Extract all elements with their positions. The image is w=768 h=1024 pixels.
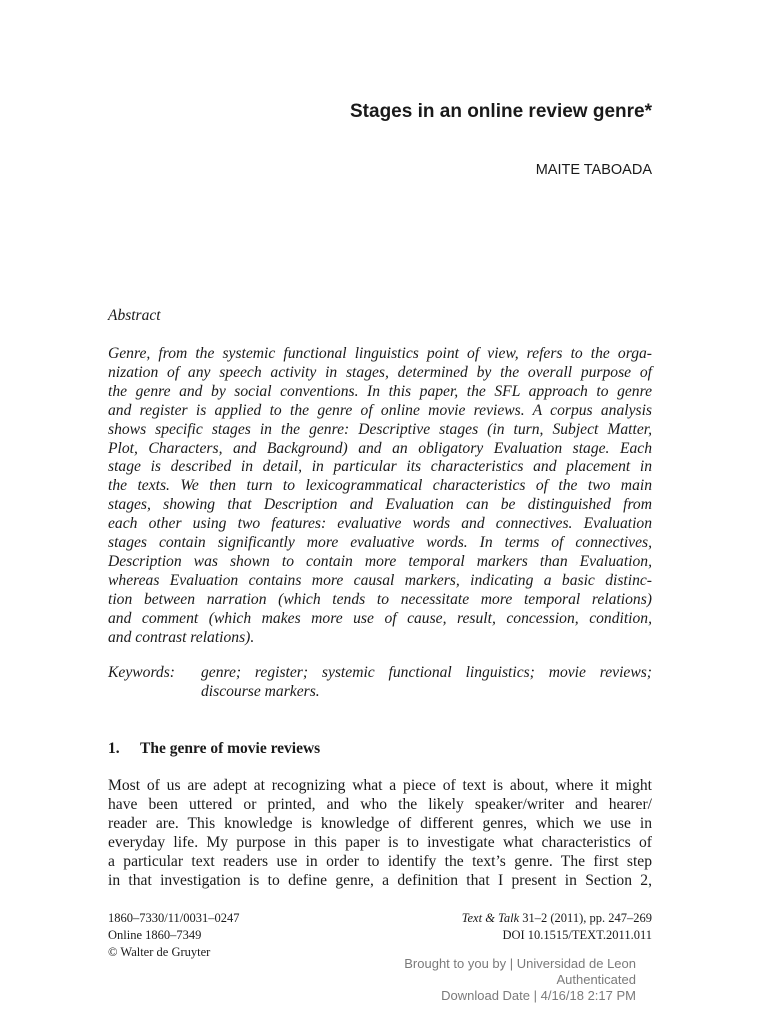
abstract-line: the genre and by social conventions. In this paper, the SFL approach to genre — [108, 382, 652, 400]
abstract-heading: Abstract — [108, 307, 161, 324]
download-date: Download Date | 4/16/18 2:17 PM — [441, 988, 636, 1003]
journal-name: Text & Talk — [461, 911, 520, 925]
keywords-list — [201, 663, 652, 701]
copyright: © Walter de Gruyter — [108, 945, 211, 959]
download-notice — [404, 956, 636, 1004]
issn: 1860–7330/11/0031–0247 — [108, 911, 240, 925]
citation — [462, 910, 652, 927]
footer-issn-block — [108, 910, 239, 961]
keywords-line: discourse markers. — [201, 683, 320, 700]
abstract-line: stages, showing that Description and Evaluation can be distinguished from — [108, 496, 652, 514]
body-line: have been uttered or printed, and who the likely speaker/writer and hearer/ — [108, 796, 652, 813]
abstract-line: Description was shown to contain more temporal markers than Evaluation, — [108, 552, 652, 570]
download-source: Brought to you by | Universidad de Leon — [404, 956, 636, 971]
abstract-line: each other using two features: evaluative words and connectives. Evaluation — [108, 515, 652, 533]
abstract-line: Plot, Characters, and Background) and an obligatory Evaluation stage. Each — [108, 439, 652, 457]
paper-title: Stages in an online review genre* — [350, 101, 652, 122]
abstract-line: nization of any speech activity in stages, determined by the overall purpose of — [108, 363, 652, 381]
author-name: MAITE TABOADA — [535, 162, 652, 178]
abstract-line: whereas Evaluation contains more causal markers, indicating a basic distinc- — [108, 571, 652, 589]
abstract-line: shows specific stages in the genre: Descriptive stages (in turn, Subject Matter, — [108, 420, 652, 438]
abstract-line: and comment (which makes more use of cause, result, concession, condition, — [108, 609, 652, 627]
abstract-line: the texts. We then turn to lexicogrammatical characteristics of the two main — [108, 477, 652, 495]
abstract-line: stage is described in detail, in particular its characteristics and placement in — [108, 458, 652, 476]
abstract-line: tion between narration (which tends to necessitate more temporal relations) — [108, 590, 652, 608]
abstract-body — [108, 345, 652, 648]
abstract-line: stages contain significantly more evaluative words. In terms of connectives, — [108, 534, 652, 552]
abstract-line: and contrast relations). — [108, 628, 255, 646]
online-issn: Online 1860–7349 — [108, 928, 202, 942]
abstract-line: and register is applied to the genre of online movie reviews. A corpus analysis — [108, 401, 652, 419]
body-line: a particular text readers use in order to identify the text’s genre. The first step — [108, 853, 652, 870]
body-paragraph — [108, 776, 652, 890]
keywords-line: genre; register; systemic functional linguistics; movie reviews; — [201, 664, 652, 681]
section-number: 1. — [108, 740, 120, 757]
download-auth: Authenticated — [556, 972, 636, 987]
abstract-line: Genre, from the systemic functional linguistics point of view, refers to the orga- — [108, 345, 652, 362]
body-line: in that investigation is to define genre, a definition that I present in Section 2, — [108, 872, 652, 889]
keywords-label: Keywords: — [108, 664, 175, 681]
body-line: everyday life. My purpose in this paper is to investigate what characteristics of — [108, 834, 652, 851]
doi: DOI 10.1515/TEXT.2011.011 — [502, 928, 652, 942]
section-heading — [108, 739, 320, 759]
volume-pages: 31–2 (2011), pp. 247–269 — [519, 911, 652, 925]
footer-citation-block — [462, 910, 652, 944]
body-line: Most of us are adept at recognizing what a piece of text is about, where it might — [108, 777, 652, 794]
section-title: The genre of movie reviews — [140, 740, 321, 757]
body-line: reader are. This knowledge is knowledge of different genres, which we use in — [108, 815, 652, 832]
